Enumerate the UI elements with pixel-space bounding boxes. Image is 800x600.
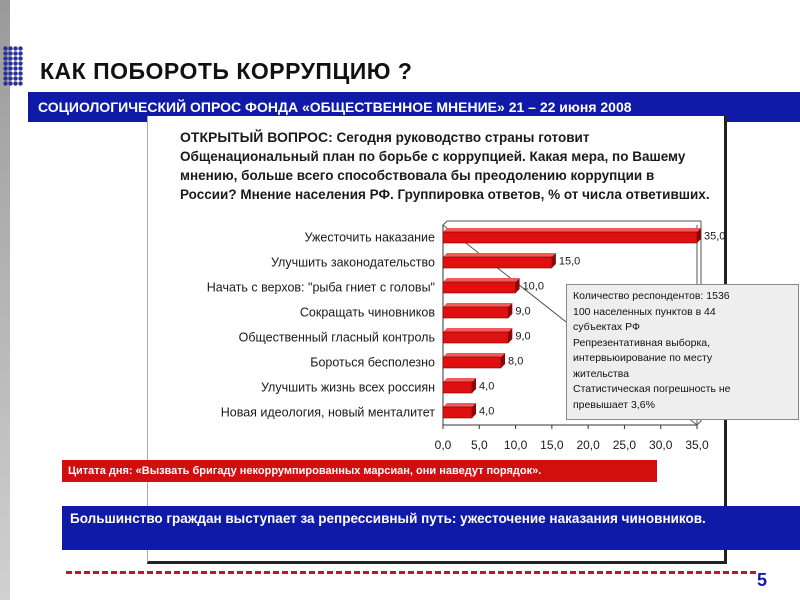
- question-lead: ОТКРЫТЫЙ ВОПРОС:: [180, 129, 333, 145]
- x-tick-label: 10,0: [503, 438, 528, 452]
- info-line: субъектах РФ: [573, 321, 640, 333]
- value-label: 35,0: [704, 230, 726, 243]
- page-title: КАК ПОБОРОТЬ КОРРУПЦИЮ ?: [40, 58, 413, 84]
- question-text: [180, 128, 710, 204]
- category-label: Новая идеология, новый менталитет: [220, 405, 435, 420]
- category-label: Улучшить жизнь всех россиян: [260, 380, 435, 395]
- x-tick-label: 5,0: [470, 438, 488, 452]
- conclusion-band: Большинство граждан выступает за репрессивный путь: ужесточение наказания чиновников.: [62, 506, 800, 550]
- left-accent-bar: [0, 0, 10, 600]
- value-label: 4,0: [479, 380, 495, 393]
- info-line: жительства: [573, 367, 630, 380]
- question-body: Сегодня руководство страны готовит Общенациональный план по борьбе с коррупцией. Какая мера, по Вашему мнению, больше всего способствовала бы преодолению коррупции в России? Мнение населения РФ. Группировка ответов, % от числа ответивших.: [180, 130, 710, 202]
- x-tick-label: 20,0: [576, 438, 600, 452]
- value-label: 9,0: [515, 305, 531, 318]
- page-number: 5: [757, 570, 768, 590]
- category-label: Начать с верхов: "рыба гниет с головы": [206, 280, 435, 295]
- info-line: Статистическая погрешность не: [573, 383, 731, 395]
- survey-info-box: [566, 284, 799, 420]
- category-label: Ужесточить наказание: [304, 230, 435, 245]
- dot-grid-decoration: [3, 46, 23, 86]
- category-label: Бороться бесполезно: [310, 355, 435, 370]
- info-line: превышает 3,6%: [573, 398, 655, 411]
- value-label: 4,0: [479, 405, 495, 418]
- category-label: Сокращать чиновников: [299, 305, 435, 320]
- x-tick-label: 35,0: [685, 438, 709, 452]
- value-label: 9,0: [515, 330, 531, 343]
- info-line: интервьюирование по месту: [573, 352, 713, 364]
- x-tick-label: 25,0: [612, 438, 637, 452]
- dashed-divider: [66, 571, 756, 574]
- value-label: 10,0: [522, 280, 544, 293]
- info-line: Количество респондентов: 1536: [573, 290, 730, 302]
- info-line: Репрезентативная выборка,: [573, 336, 711, 349]
- value-label: 8,0: [508, 355, 524, 368]
- info-line: 100 населенных пунктов в 44: [573, 305, 716, 318]
- x-tick-label: 0,0: [434, 438, 452, 452]
- category-label: Общественный гласный контроль: [238, 330, 435, 345]
- survey-subtitle: СОЦИОЛОГИЧЕСКИЙ ОПРОС ФОНДА «ОБЩЕСТВЕННОЕ МНЕНИЕ» 21 – 22 июня 2008: [28, 92, 800, 122]
- x-tick-label: 15,0: [540, 438, 564, 452]
- value-label: 15,0: [558, 255, 581, 268]
- category-label: Улучшить законодательство: [270, 255, 435, 270]
- x-tick-label: 30,0: [649, 438, 673, 452]
- quote-of-the-day: Цитата дня: «Вызвать бригаду некоррумпированных марсиан, они наведут порядок».: [62, 460, 657, 482]
